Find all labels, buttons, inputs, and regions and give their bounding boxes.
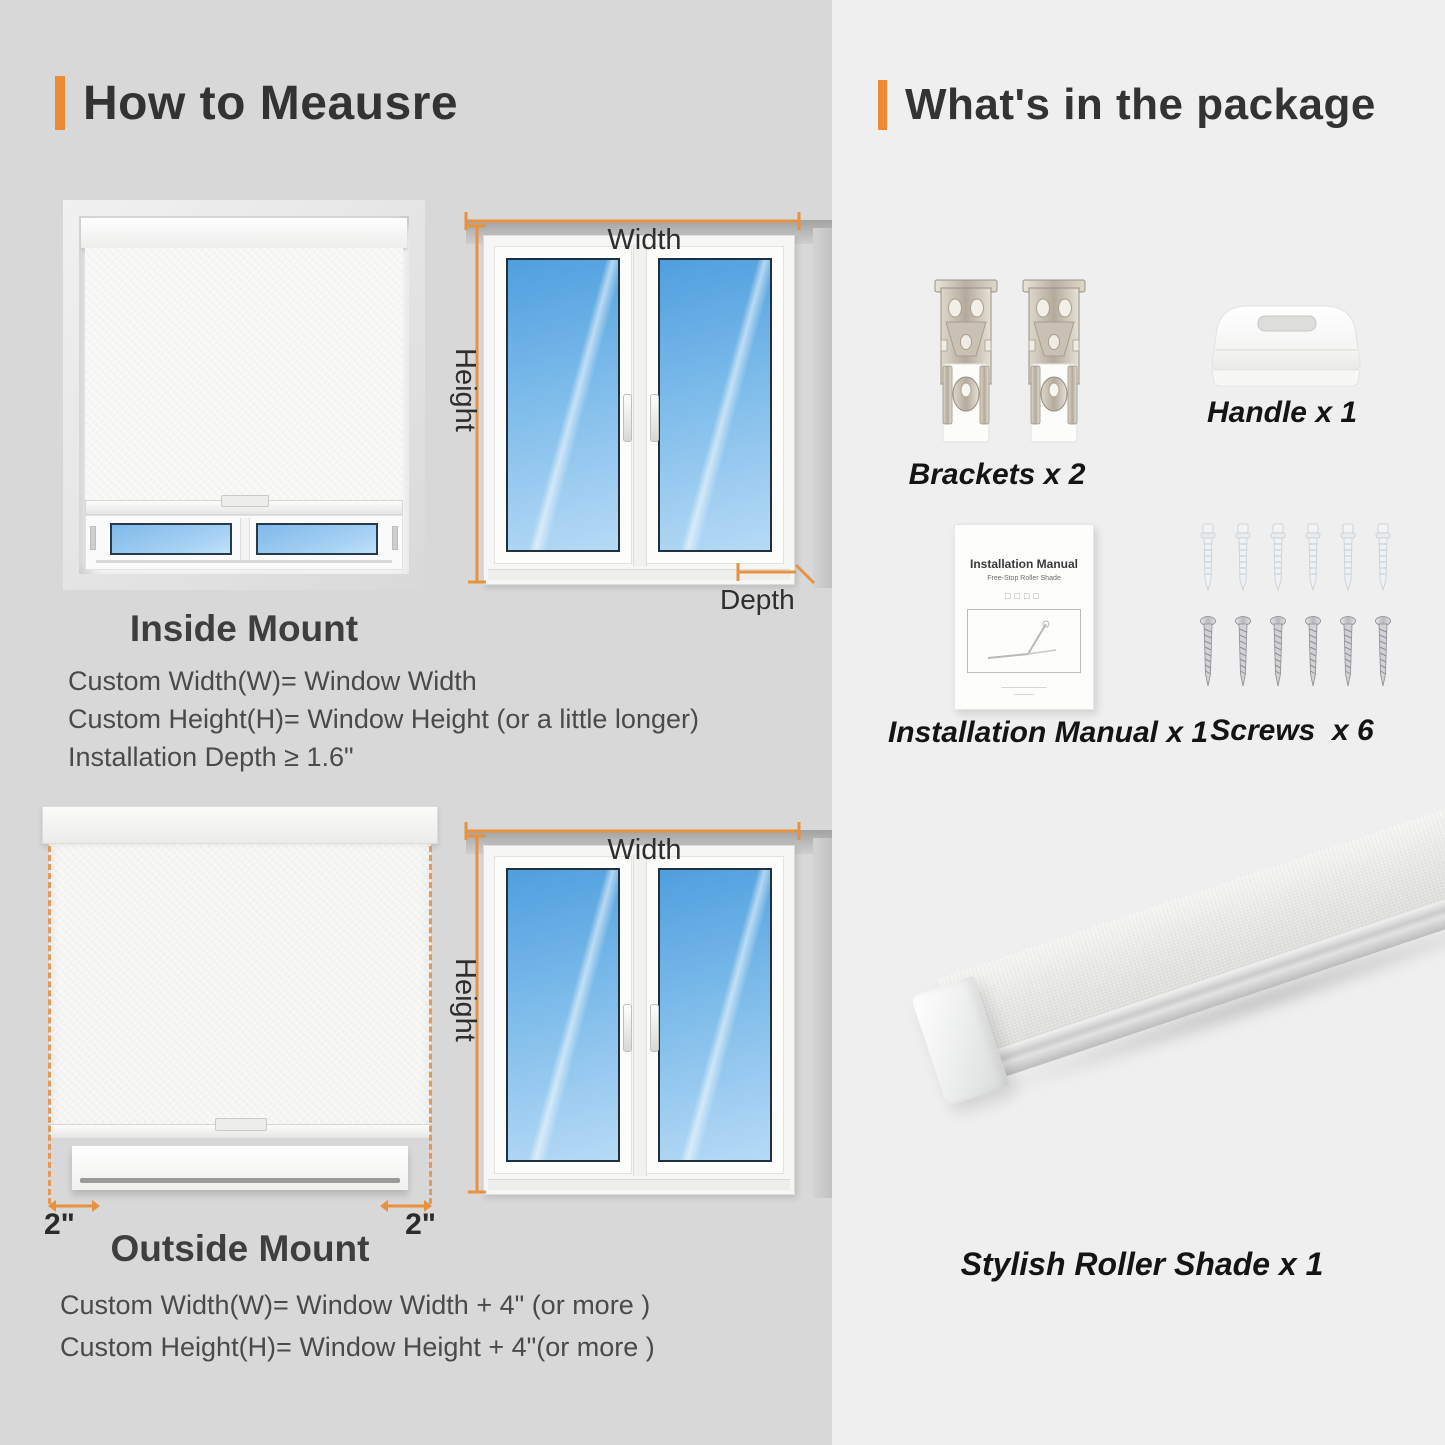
manual-cover-diagram xyxy=(967,609,1081,673)
bracket-icon xyxy=(1022,278,1086,448)
window-frame xyxy=(483,845,795,1195)
window-sill xyxy=(72,1146,408,1190)
handle-label: Handle x 1 xyxy=(1206,396,1358,429)
package-contents-section xyxy=(832,0,1445,1445)
window-recess xyxy=(79,216,409,574)
wall-reveal-right xyxy=(813,838,832,1198)
depth-label: Depth xyxy=(720,584,795,615)
inside-mount-specs xyxy=(68,662,699,776)
spec-line: Installation Depth ≥ 1.6" xyxy=(68,742,354,772)
shade-cassette xyxy=(81,218,407,249)
window-frame xyxy=(483,235,795,585)
shade-fabric xyxy=(49,844,431,1138)
window-pane xyxy=(110,523,232,555)
roller-shade-bar xyxy=(908,779,1445,1131)
window-sill-line xyxy=(96,560,392,563)
spec-line: Custom Width(W)= Window Width xyxy=(68,666,477,696)
roller-shade-label: Stylish Roller Shade x 1 xyxy=(960,1246,1324,1282)
screws-label: Screws x 6 xyxy=(1210,714,1374,747)
window-handle xyxy=(650,394,659,442)
roller-shade-image xyxy=(832,830,1445,1230)
accent-bar xyxy=(878,80,887,130)
wall-reveal-right xyxy=(813,228,832,588)
height-label: Height xyxy=(449,348,481,432)
outside-mount-specs xyxy=(60,1284,655,1368)
window-sash xyxy=(494,246,632,564)
outside-mount-title: Outside Mount xyxy=(110,1228,370,1269)
window-mullion xyxy=(240,518,250,562)
width-label: Width xyxy=(607,224,682,256)
bracket-icon xyxy=(934,278,998,448)
window-glass xyxy=(658,868,772,1162)
shade-handle xyxy=(215,1118,267,1131)
screws-image xyxy=(1200,522,1392,694)
window-mullion xyxy=(633,854,647,1176)
width-label: Width xyxy=(607,834,682,866)
window-handle xyxy=(623,394,632,442)
section-title: How to Meausre xyxy=(83,76,459,130)
inside-mount-illustration xyxy=(63,200,425,590)
overhang-right-label: 2" xyxy=(405,1208,436,1241)
inside-measure-diagram xyxy=(449,198,832,618)
installation-manual-image xyxy=(954,524,1094,710)
brackets-image xyxy=(934,278,1086,448)
overhang-dashed-line xyxy=(48,846,51,1204)
shade-fabric xyxy=(85,248,403,500)
accent-bar xyxy=(55,76,65,130)
window-handle xyxy=(623,1004,632,1052)
window-frame xyxy=(85,515,403,570)
handle-image xyxy=(1202,300,1370,390)
spec-line: Custom Height(H)= Window Height (or a little longer) xyxy=(68,704,699,734)
spec-line: Custom Height(H)= Window Height + 4"(or more ) xyxy=(60,1332,655,1362)
shade-cassette xyxy=(42,806,438,844)
window-handle xyxy=(650,1004,659,1052)
height-label: Height xyxy=(449,958,481,1042)
inside-mount-title: Inside Mount xyxy=(129,608,359,649)
window-sill-edge xyxy=(80,1178,400,1183)
how-to-measure-header xyxy=(55,74,458,132)
spec-line: Custom Width(W)= Window Width + 4" (or more ) xyxy=(60,1290,651,1320)
section-title: What's in the package xyxy=(905,80,1376,129)
window-sash xyxy=(646,246,784,564)
window-sash xyxy=(494,856,632,1174)
manual-cover-subtitle: Free-Stop Roller Shade xyxy=(987,575,1061,582)
manual-cover-title: Installation Manual xyxy=(969,557,1078,571)
package-header xyxy=(878,78,1376,132)
manual-fine-print: ————————— ———— xyxy=(1001,685,1047,698)
window-pane xyxy=(256,523,378,555)
overhang-left-label: 2" xyxy=(44,1208,75,1241)
installation-manual-label: Installation Manual x 1 xyxy=(887,716,1209,749)
window-glass xyxy=(658,258,772,552)
window-mullion xyxy=(633,244,647,566)
window-glass xyxy=(506,258,620,552)
window-handle xyxy=(90,526,96,550)
window-sill xyxy=(488,1179,790,1190)
brackets-label: Brackets x 2 xyxy=(908,458,1086,491)
manual-cover-icons: □□□□ xyxy=(1005,591,1043,601)
shade-handle xyxy=(221,495,269,507)
outside-mount-illustration xyxy=(42,806,438,1246)
outside-measure-diagram xyxy=(449,808,832,1228)
window-sash xyxy=(646,856,784,1174)
window-handle xyxy=(392,526,398,550)
overhang-dashed-line xyxy=(429,846,432,1204)
window-glass xyxy=(506,868,620,1162)
